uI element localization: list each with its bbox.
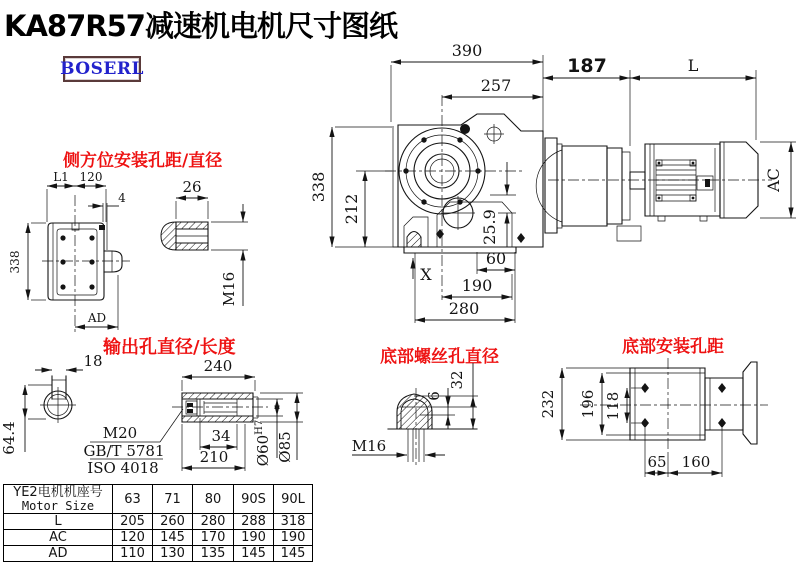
table-header-motor-size (4, 485, 113, 514)
dim-O85: Ø85 (276, 431, 294, 463)
dim-240: 240 (203, 357, 233, 375)
label-iso-4018: ISO 4018 (87, 459, 159, 477)
table-cell: 120 (113, 530, 153, 546)
table-cell: 135 (193, 546, 234, 562)
dim-AC: AC (764, 168, 783, 192)
table-cell: 145 (274, 546, 313, 562)
dim-210: 210 (199, 448, 229, 466)
dim-120: 120 (79, 170, 103, 184)
dim-32: 32 (448, 370, 466, 390)
table-cell: 170 (193, 530, 234, 546)
table-cell: 318 (274, 514, 313, 530)
row-label-AD: AD (4, 546, 113, 562)
dim-118: 118 (604, 391, 622, 421)
dim-M16-side: M16 (220, 271, 238, 307)
side-mount-view (8, 170, 248, 332)
dim-196: 196 (579, 389, 597, 419)
page-title: KA87R57减速机电机尺寸图纸 (4, 9, 397, 43)
dim-26: 26 (182, 178, 202, 196)
dim-L: L (687, 56, 699, 75)
dim-338-main: 338 (309, 171, 328, 203)
bottom-mount-view (539, 358, 768, 477)
dim-280: 280 (448, 299, 480, 318)
table-cell: 145 (153, 530, 193, 546)
dim-M16-bottom: M16 (351, 437, 387, 455)
table-col-90L: 90L (274, 485, 313, 514)
dim-25-9: 25.9 (480, 209, 499, 245)
table-cell: 145 (234, 546, 274, 562)
dim-390: 390 (451, 41, 483, 60)
dim-6: 6 (425, 391, 443, 401)
dim-64-4: 64.4 (0, 421, 18, 455)
dim-187: 187 (567, 55, 607, 77)
table-cell: 190 (234, 530, 274, 546)
table-cell: 130 (153, 546, 193, 562)
bottom-screw-view (352, 363, 478, 466)
table-col-80: 80 (193, 485, 234, 514)
row-label-L: L (4, 514, 113, 530)
bolt-diamond (517, 233, 525, 243)
label-M20: M20 (102, 424, 138, 442)
dim-18: 18 (83, 352, 103, 370)
table-row-AC (4, 530, 313, 546)
output-shaft-section (172, 393, 268, 422)
table-cell: 110 (113, 546, 153, 562)
oil-plug (407, 232, 421, 248)
table-cell: 288 (234, 514, 274, 530)
dim-4: 4 (118, 191, 126, 205)
brand-logo-text: BOSERL (60, 59, 144, 79)
main-view-dimensions (309, 41, 796, 323)
table-col-71: 71 (153, 485, 193, 514)
dim-65: 65 (647, 453, 667, 471)
dim-232: 232 (539, 389, 557, 419)
table-col-90S: 90S (234, 485, 274, 514)
dim-60: 60 (485, 249, 507, 268)
section-label-output-hole: 输出孔直径/长度 (103, 337, 236, 358)
dim-257: 257 (480, 76, 512, 95)
crosshair-bolt-icon (484, 124, 504, 144)
dim-AD: AD (87, 311, 107, 325)
output-hole-view (0, 352, 303, 477)
label-gbt-5781: GB/T 5781 (83, 442, 165, 460)
table-row-AD (4, 546, 313, 562)
table-cell: 260 (153, 514, 193, 530)
table-row-L (4, 514, 313, 530)
motor-side-view (536, 138, 772, 241)
table-col-63: 63 (113, 485, 153, 514)
table-header-cn: YE2电机机座号 (13, 484, 103, 500)
dim-160: 160 (681, 453, 711, 471)
dim-L1: L1 (53, 170, 69, 184)
section-label-side-mount: 侧方位安装孔距/直径 (63, 151, 223, 171)
dim-338-side: 338 (8, 250, 22, 274)
dim-X: X (420, 265, 432, 284)
table-cell: 205 (113, 514, 153, 530)
gearbox-front-view (385, 95, 543, 300)
dim-34: 34 (211, 427, 231, 445)
dim-190: 190 (461, 276, 493, 295)
section-label-bottom-mount: 底部安装孔距 (622, 337, 724, 357)
table-header-en: Motor Size (21, 498, 95, 513)
motor-size-table (3, 484, 313, 562)
side-bolt-detail (161, 178, 248, 306)
dim-212: 212 (342, 193, 361, 225)
dim-O60H7: $Ø60^{H7}$ (254, 419, 272, 467)
breather-hole (441, 196, 475, 230)
row-label-AC: AC (4, 530, 113, 546)
table-cell: 280 (193, 514, 234, 530)
section-label-bottom-screw: 底部螺丝孔直径 (380, 347, 499, 367)
table-cell: 190 (274, 530, 313, 546)
